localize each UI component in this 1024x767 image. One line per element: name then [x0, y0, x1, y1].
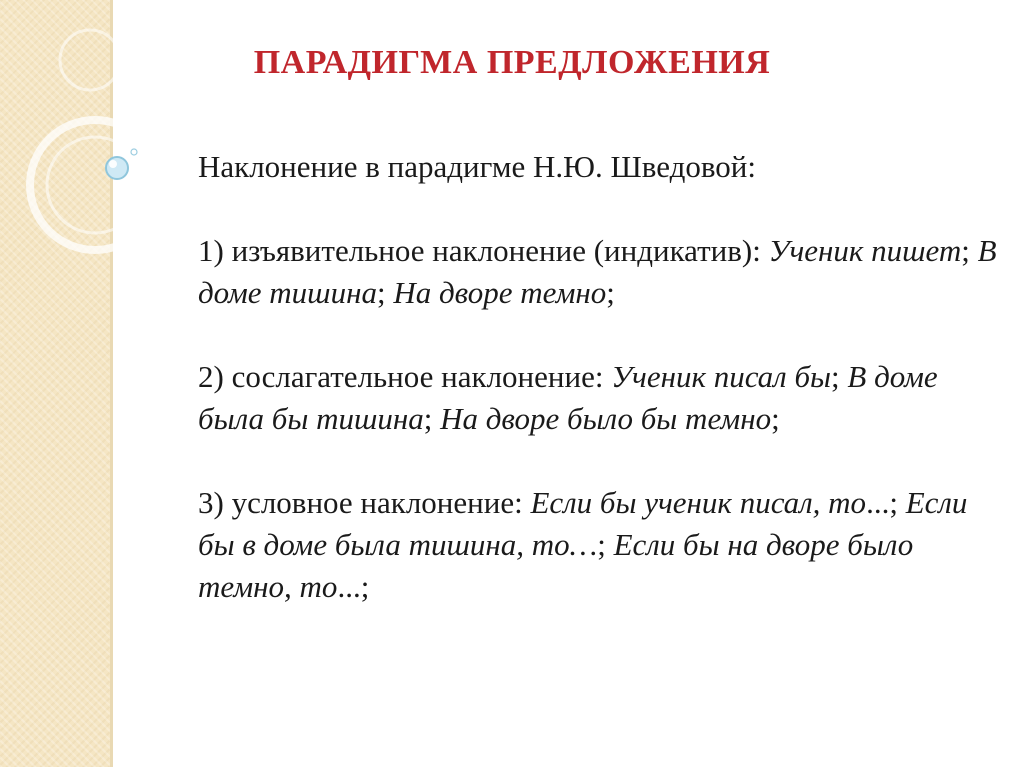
example-text: Ученик пишет: [768, 233, 962, 268]
example-text: На дворе было бы темно: [440, 401, 772, 436]
example-text: Если бы на дворе было темно, то: [198, 527, 914, 604]
decorative-bubble: [106, 157, 128, 179]
mood-item-1: [152, 230, 1002, 314]
mood-item-1-lead: 1) изъявительное наклонение (индикатив):: [198, 233, 769, 268]
spacer: [152, 440, 1002, 482]
example-text: В доме тишина: [198, 233, 997, 310]
mood-item-2: [152, 356, 1002, 440]
separator: ;: [771, 401, 780, 436]
spacer: [152, 188, 1002, 230]
example-text: Если бы в доме была тишина, то…: [198, 485, 968, 562]
separator: ;: [597, 527, 614, 562]
slide-body: [152, 146, 1002, 608]
decorative-ring-inner: [47, 137, 143, 233]
mood-item-3: [152, 482, 1002, 608]
example-text: Ученик писал бы: [611, 359, 832, 394]
slide-title: ПАРАДИГМА ПРЕДЛОЖЕНИЯ: [253, 44, 771, 81]
decorative-ring-large: [30, 120, 160, 250]
example-text: На дворе темно: [393, 275, 607, 310]
example-text: В доме была бы тишина: [198, 359, 938, 436]
intro-line: Наклонение в парадигме Н.Ю. Шведовой:: [198, 149, 756, 184]
decorative-bubble-small: [131, 149, 137, 155]
separator: ;: [376, 275, 394, 310]
mood-item-3-lead: 3) условное наклонение:: [198, 485, 531, 520]
separator: ...;: [866, 485, 906, 520]
separator: ...;: [337, 569, 370, 604]
spacer: [152, 314, 1002, 356]
separator: ;: [606, 275, 615, 310]
separator: ;: [831, 359, 848, 394]
example-text: Если бы ученик писал, то: [530, 485, 867, 520]
separator: ;: [423, 401, 441, 436]
separator: ;: [961, 233, 978, 268]
bubble-highlight: [109, 160, 117, 168]
mood-item-2-lead: 2) сослагательное наклонение:: [198, 359, 612, 394]
